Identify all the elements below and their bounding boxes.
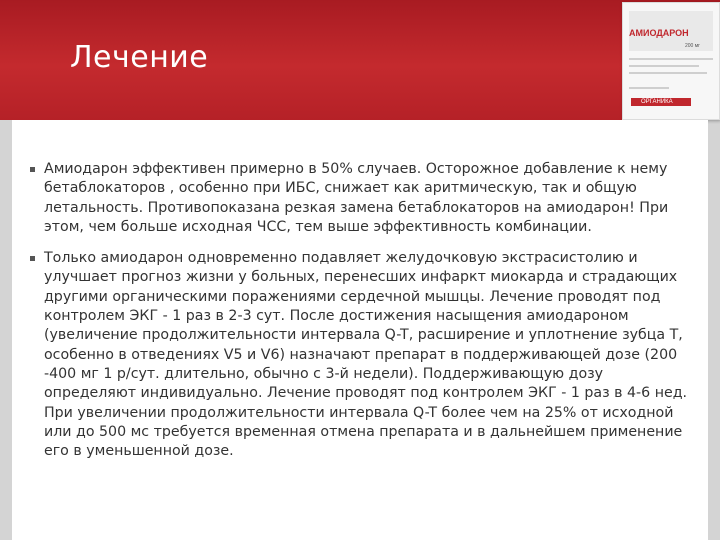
bullet-item xyxy=(30,160,696,237)
bullet-item xyxy=(30,249,696,461)
box-brand-name: ОРГАНИКА xyxy=(641,99,673,105)
bullet-text: Только амиодарон одновременно подавляет желудочковую экстрасистолию и улучшает прогноз жизни у больных, перенесших инфаркт миокарда и страдающих другими органическими поражениями сердечной мышцы. Лечение проводят под контролем ЭКГ - 1 раз в 2-3 сут. После достижения насыщения амиодароном (увеличение продолжительности интервала Q-T, расширение и уплотнение зубца Т, особенно в отведениях V5 и V6) назначают препарат в поддерживающей дозе (200 -400 мг 1 р/сут. длительно, обычно с 3-й недели). Поддерживающую дозу определяют индивидуально. Лечение проводят под контролем ЭКГ - 1 раз в 4-6 нед. При увеличении продолжительности интервала Q-T более чем на 25% от исходной или до 500 мс требуется временная отмена препарата и в дальнейшем применение его в уменьшенной дозе. xyxy=(44,250,688,460)
bullet-marker-icon xyxy=(30,167,35,172)
box-text-line xyxy=(629,58,713,60)
slide-title: Лечение xyxy=(70,40,209,75)
bullet-marker-icon xyxy=(30,256,35,261)
box-drug-name: АМИОДАРОН xyxy=(629,28,689,38)
slide-content xyxy=(12,120,708,540)
slide-header xyxy=(0,0,720,120)
box-dose-label: 200 мг xyxy=(685,43,700,49)
amiodarone-box-image xyxy=(622,2,720,120)
bullet-list xyxy=(30,160,696,473)
box-text-line xyxy=(629,72,707,74)
bullet-text: Амиодарон эффективен примерно в 50% случаев. Осторожное добавление к нему бетаблокаторов , особенно при ИБС, снижает как аритмическую, так и общую летальность. Противопоказана резкая замена бетаблокаторов на амиодарон! При этом, чем больше исходная ЧСС, тем выше эффективность комбинации. xyxy=(44,161,669,235)
box-text-line xyxy=(629,65,699,67)
box-text-line xyxy=(629,87,669,89)
